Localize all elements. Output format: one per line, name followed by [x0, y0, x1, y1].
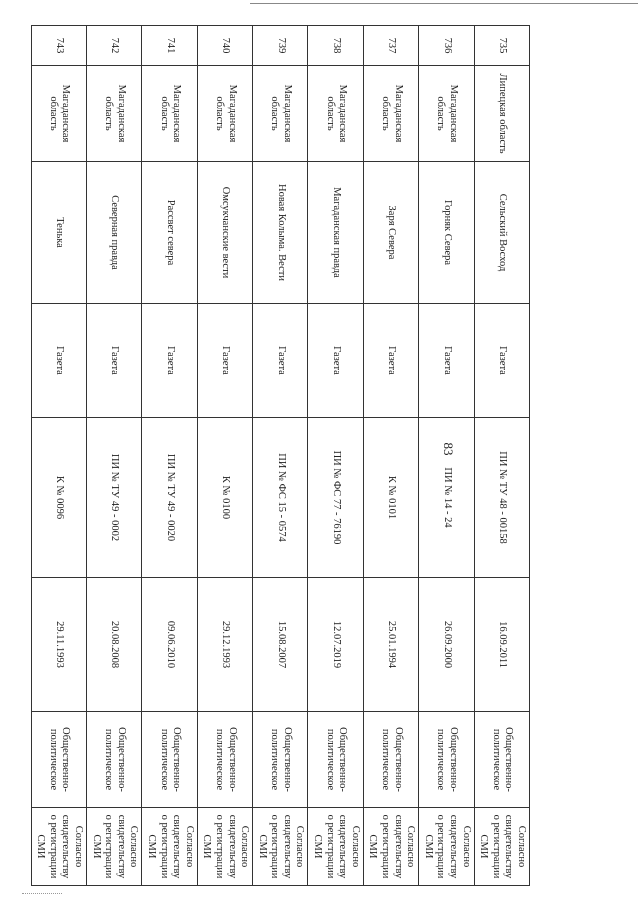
subject-cell: Общественно-политическое: [87, 712, 142, 808]
registration-date-cell: 16.09.2011: [474, 578, 529, 712]
subject-cell: Общественно-политическое: [197, 712, 252, 808]
region-cell: Магаданская область: [142, 66, 197, 162]
media-type-cell: Газета: [419, 304, 474, 418]
table-row: [253, 26, 308, 886]
row-number: 740: [197, 26, 252, 66]
registration-number-cell: ПИ № ТУ 48 - 00158: [474, 418, 529, 578]
media-type-cell: Газета: [363, 304, 418, 418]
subject-cell: Общественно-политическое: [142, 712, 197, 808]
media-type-cell: Газета: [197, 304, 252, 418]
row-number: 739: [253, 26, 308, 66]
table-row: [308, 26, 363, 886]
note-cell: Согласно свидетельству о регистрации СМИ: [142, 808, 197, 886]
registration-number-cell: ПИ № ФС 15 - 0574: [253, 418, 308, 578]
subject-cell: Общественно-политическое: [31, 712, 86, 808]
registration-number-cell: ПИ № ТУ 49 - 0020: [142, 418, 197, 578]
note-cell: Согласно свидетельству о регистрации СМИ: [419, 808, 474, 886]
scan-artifact: [22, 893, 62, 894]
region-cell: Магаданская область: [308, 66, 363, 162]
registration-date-cell: 20.08.2008: [87, 578, 142, 712]
media-name-cell: Северная правда: [87, 162, 142, 304]
subject-cell: Общественно-политическое: [419, 712, 474, 808]
subject-cell: Общественно-политическое: [363, 712, 418, 808]
region-cell: Магаданская область: [253, 66, 308, 162]
media-type-cell: Газета: [308, 304, 363, 418]
table-row: [31, 26, 86, 886]
table-row: [87, 26, 142, 886]
registration-date-cell: 29.11.1993: [31, 578, 86, 712]
registration-date-cell: 26.09.2000: [419, 578, 474, 712]
note-cell: Согласно свидетельству о регистрации СМИ: [253, 808, 308, 886]
media-type-cell: Газета: [142, 304, 197, 418]
registration-number-cell: ПИ № 14 - 24: [419, 418, 474, 578]
media-name-cell: Сельский Восход: [474, 162, 529, 304]
table-row: [197, 26, 252, 886]
media-name-cell: Заря Севера: [363, 162, 418, 304]
media-registry-sheet: [35, 25, 530, 885]
registration-number-cell: К № 0096: [31, 418, 86, 578]
note-cell: Согласно свидетельству о регистрации СМИ: [474, 808, 529, 886]
region-cell: Магаданская область: [87, 66, 142, 162]
row-number: 743: [31, 26, 86, 66]
media-name-cell: Магаданская правда: [308, 162, 363, 304]
table-row: [419, 26, 474, 886]
registration-number-cell: ПИ № ФС 77 - 76190: [308, 418, 363, 578]
media-name-cell: Омсукчанские вести: [197, 162, 252, 304]
row-number: 735: [474, 26, 529, 66]
subject-cell: Общественно-политическое: [253, 712, 308, 808]
page-number: 83: [441, 442, 456, 456]
media-type-cell: Газета: [87, 304, 142, 418]
note-cell: Согласно свидетельству о регистрации СМИ: [87, 808, 142, 886]
media-name-cell: Горняк Севера: [419, 162, 474, 304]
note-cell: Согласно свидетельству о регистрации СМИ: [31, 808, 86, 886]
registration-number-cell: ПИ № ТУ 49 - 0002: [87, 418, 142, 578]
note-cell: Согласно свидетельству о регистрации СМИ: [308, 808, 363, 886]
media-name-cell: Рассвет севера: [142, 162, 197, 304]
region-cell: Магаданская область: [419, 66, 474, 162]
row-number: 737: [363, 26, 418, 66]
media-type-cell: Газета: [31, 304, 86, 418]
media-type-cell: Газета: [474, 304, 529, 418]
note-cell: Согласно свидетельству о регистрации СМИ: [363, 808, 418, 886]
registration-date-cell: 09.06.2010: [142, 578, 197, 712]
note-cell: Согласно свидетельству о регистрации СМИ: [197, 808, 252, 886]
registration-number-cell: К № 0100: [197, 418, 252, 578]
region-cell: Магаданская область: [363, 66, 418, 162]
region-cell: Магаданская область: [31, 66, 86, 162]
region-cell: Липецкая область: [474, 66, 529, 162]
media-registry-table: [31, 25, 530, 886]
table-row: [474, 26, 529, 886]
registration-date-cell: 25.01.1994: [363, 578, 418, 712]
registration-number-cell: К № 0101: [363, 418, 418, 578]
registration-date-cell: 29.12.1993: [197, 578, 252, 712]
subject-cell: Общественно-политическое: [308, 712, 363, 808]
region-cell: Магаданская область: [197, 66, 252, 162]
row-number: 741: [142, 26, 197, 66]
media-name-cell: Новая Колыма. Вести: [253, 162, 308, 304]
row-number: 738: [308, 26, 363, 66]
media-type-cell: Газета: [253, 304, 308, 418]
media-name-cell: Тенька: [31, 162, 86, 304]
registration-date-cell: 15.08.2007: [253, 578, 308, 712]
row-number: 742: [87, 26, 142, 66]
top-rule: [250, 3, 638, 4]
table-row: [363, 26, 418, 886]
registration-date-cell: 12.07.2019: [308, 578, 363, 712]
subject-cell: Общественно-политическое: [474, 712, 529, 808]
row-number: 736: [419, 26, 474, 66]
table-row: [142, 26, 197, 886]
